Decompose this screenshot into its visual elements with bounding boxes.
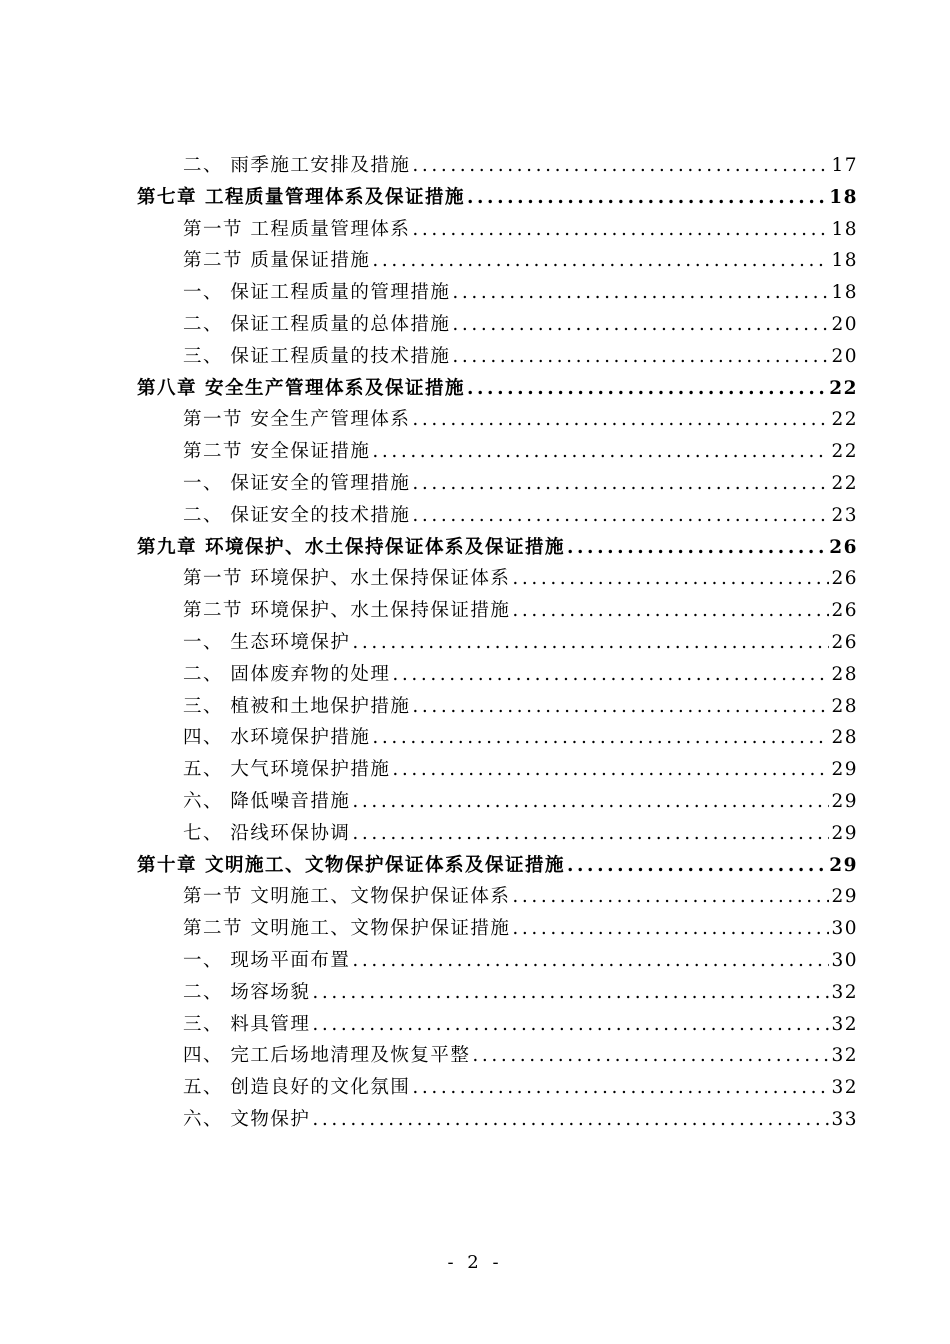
toc-entry-page: 29	[831, 822, 858, 844]
toc-entry-title: 一、 现场平面布置	[183, 950, 351, 971]
toc-entry-title: 一、 保证安全的管理措施	[183, 473, 411, 494]
toc-entry-title: 一、 生态环境保护	[183, 632, 351, 653]
toc-entry[interactable]	[183, 718, 858, 750]
toc-entry-title: 二、 保证安全的技术措施	[183, 504, 411, 526]
toc-entry[interactable]	[183, 400, 858, 432]
toc-chapter-entry[interactable]	[137, 846, 858, 878]
toc-dot-leader	[352, 631, 829, 655]
toc-entry-title: 第七章 工程质量管理体系及保证措施	[137, 186, 465, 208]
toc-dot-leader	[512, 599, 829, 623]
toc-entry-title: 二、 保证工程质量的总体措施	[183, 314, 451, 335]
toc-entry-title: 二、 固体废弃物的处理	[183, 663, 391, 685]
toc-dot-leader	[392, 758, 829, 782]
toc-dot-leader	[412, 218, 829, 242]
toc-dot-leader	[372, 440, 829, 464]
toc-entry-title: 第二节 安全保证措施	[183, 441, 371, 463]
toc-entry-page: 32	[831, 1077, 858, 1099]
toc-dot-leader	[352, 822, 829, 846]
toc-chapter-entry[interactable]	[137, 528, 858, 560]
toc-entry[interactable]	[183, 337, 858, 369]
toc-entry[interactable]	[183, 559, 858, 591]
toc-entry-page: 28	[831, 663, 858, 685]
toc-entry[interactable]	[183, 273, 858, 305]
toc-entry-title: 六、 文物保护	[183, 1109, 311, 1130]
toc-dot-leader	[372, 726, 829, 750]
toc-entry-page: 32	[831, 1045, 858, 1067]
toc-entry[interactable]	[183, 241, 858, 273]
toc-entry-page: 28	[831, 727, 858, 749]
toc-entry-title: 第一节 环境保护、水土保持保证体系	[183, 568, 511, 590]
toc-entry-title: 六、 降低噪音措施	[183, 791, 351, 812]
toc-dot-leader	[567, 536, 827, 560]
toc-entry[interactable]	[183, 877, 858, 909]
toc-dot-leader	[467, 377, 827, 401]
toc-chapter-entry[interactable]	[137, 369, 858, 401]
toc-entry[interactable]	[183, 1036, 858, 1068]
toc-dot-leader	[567, 854, 827, 878]
toc-entry-page: 28	[831, 695, 858, 717]
toc-entry-page: 22	[831, 409, 858, 431]
toc-dot-leader	[512, 885, 829, 909]
toc-entry-page: 20	[831, 314, 858, 335]
toc-entry[interactable]	[183, 814, 858, 846]
toc-entry-title: 三、 植被和土地保护措施	[183, 695, 411, 717]
toc-entry[interactable]	[183, 655, 858, 687]
toc-entry-page: 22	[829, 377, 858, 399]
toc-entry-page: 17	[831, 155, 858, 176]
toc-entry[interactable]	[183, 1100, 858, 1132]
toc-dot-leader	[412, 472, 829, 496]
toc-dot-leader	[412, 1076, 829, 1100]
toc-dot-leader	[352, 949, 829, 973]
toc-dot-leader	[452, 345, 829, 369]
toc-entry-title: 第一节 文明施工、文物保护保证体系	[183, 886, 511, 908]
toc-entry-page: 29	[831, 791, 858, 812]
toc-entry[interactable]	[183, 909, 858, 941]
toc-entry[interactable]	[183, 210, 858, 242]
toc-entry-page: 32	[831, 981, 858, 1003]
toc-dot-leader	[372, 249, 829, 273]
toc-entry[interactable]	[183, 941, 858, 973]
toc-dot-leader	[412, 408, 829, 432]
toc-entry-page: 26	[831, 632, 858, 653]
toc-entry-title: 第二节 质量保证措施	[183, 250, 371, 272]
toc-entry-page: 26	[829, 536, 858, 558]
toc-entry[interactable]	[183, 432, 858, 464]
toc-dot-leader	[412, 695, 829, 719]
toc-entry-page: 30	[831, 950, 858, 971]
toc-dot-leader	[312, 1108, 829, 1132]
toc-entry-title: 五、 大气环境保护措施	[183, 759, 391, 781]
toc-entry-page: 30	[831, 918, 858, 940]
toc-entry[interactable]	[183, 623, 858, 655]
toc-entry[interactable]	[183, 1068, 858, 1100]
toc-entry-page: 33	[831, 1109, 858, 1130]
toc-entry[interactable]	[183, 782, 858, 814]
toc-entry-title: 第十章 文明施工、文物保护保证体系及保证措施	[137, 854, 565, 876]
toc-entry-title: 四、 完工后场地清理及恢复平整	[183, 1045, 471, 1067]
toc-entry-page: 32	[831, 1013, 858, 1035]
toc-entry-title: 二、 场容场貌	[183, 981, 311, 1003]
toc-entry-title: 一、 保证工程质量的管理措施	[183, 282, 451, 304]
toc-dot-leader	[452, 313, 829, 337]
toc-entry-page: 18	[831, 250, 858, 272]
toc-entry-title: 第九章 环境保护、水土保持保证体系及保证措施	[137, 536, 565, 558]
toc-entry-page: 18	[831, 218, 858, 240]
toc-entry[interactable]	[183, 146, 858, 178]
toc-entry-title: 第一节 工程质量管理体系	[183, 218, 411, 240]
toc-entry-page: 22	[831, 473, 858, 494]
toc-entry-page: 22	[831, 441, 858, 463]
toc-entry-title: 第二节 文明施工、文物保护保证措施	[183, 918, 511, 940]
toc-dot-leader	[312, 1013, 829, 1037]
toc-dot-leader	[467, 186, 827, 210]
toc-entry[interactable]	[183, 1005, 858, 1037]
toc-entry-page: 26	[831, 600, 858, 622]
toc-dot-leader	[412, 154, 829, 178]
toc-entry-title: 七、 沿线环保协调	[183, 822, 351, 844]
toc-entry-page: 29	[831, 759, 858, 781]
toc-dot-leader	[452, 281, 829, 305]
toc-entry[interactable]	[183, 973, 858, 1005]
toc-entry[interactable]	[183, 305, 858, 337]
toc-entry-page: 29	[831, 886, 858, 908]
toc-entry-page: 18	[831, 282, 858, 304]
toc-dot-leader	[392, 663, 829, 687]
toc-entry-page: 18	[829, 186, 858, 208]
toc-entry[interactable]	[183, 464, 858, 496]
toc-dot-leader	[512, 917, 829, 941]
toc-dot-leader	[512, 567, 829, 591]
toc-entry[interactable]	[183, 496, 858, 528]
toc-entry-title: 三、 保证工程质量的技术措施	[183, 345, 451, 367]
toc-entry[interactable]	[183, 687, 858, 719]
toc-entry-title: 第二节 环境保护、水土保持保证措施	[183, 600, 511, 622]
toc-entry[interactable]	[183, 750, 858, 782]
toc-dot-leader	[352, 790, 829, 814]
toc-entry-page: 29	[829, 854, 858, 876]
toc-entry-title: 五、 创造良好的文化氛围	[183, 1077, 411, 1099]
toc-dot-leader	[472, 1044, 829, 1068]
toc-entry-page: 20	[831, 345, 858, 367]
toc-entry-page: 26	[831, 568, 858, 590]
toc-entry[interactable]	[183, 591, 858, 623]
toc-entry-title: 第一节 安全生产管理体系	[183, 409, 411, 431]
toc-entry-title: 三、 料具管理	[183, 1013, 311, 1035]
toc-entry-page: 23	[831, 504, 858, 526]
toc-entry-title: 第八章 安全生产管理体系及保证措施	[137, 377, 465, 399]
toc-entry-title: 二、 雨季施工安排及措施	[183, 155, 411, 176]
toc-dot-leader	[312, 981, 829, 1005]
page-number-footer: - 2 -	[447, 1252, 503, 1273]
toc-chapter-entry[interactable]	[137, 178, 858, 210]
toc-entry-title: 四、 水环境保护措施	[183, 727, 371, 749]
toc-dot-leader	[412, 504, 829, 528]
